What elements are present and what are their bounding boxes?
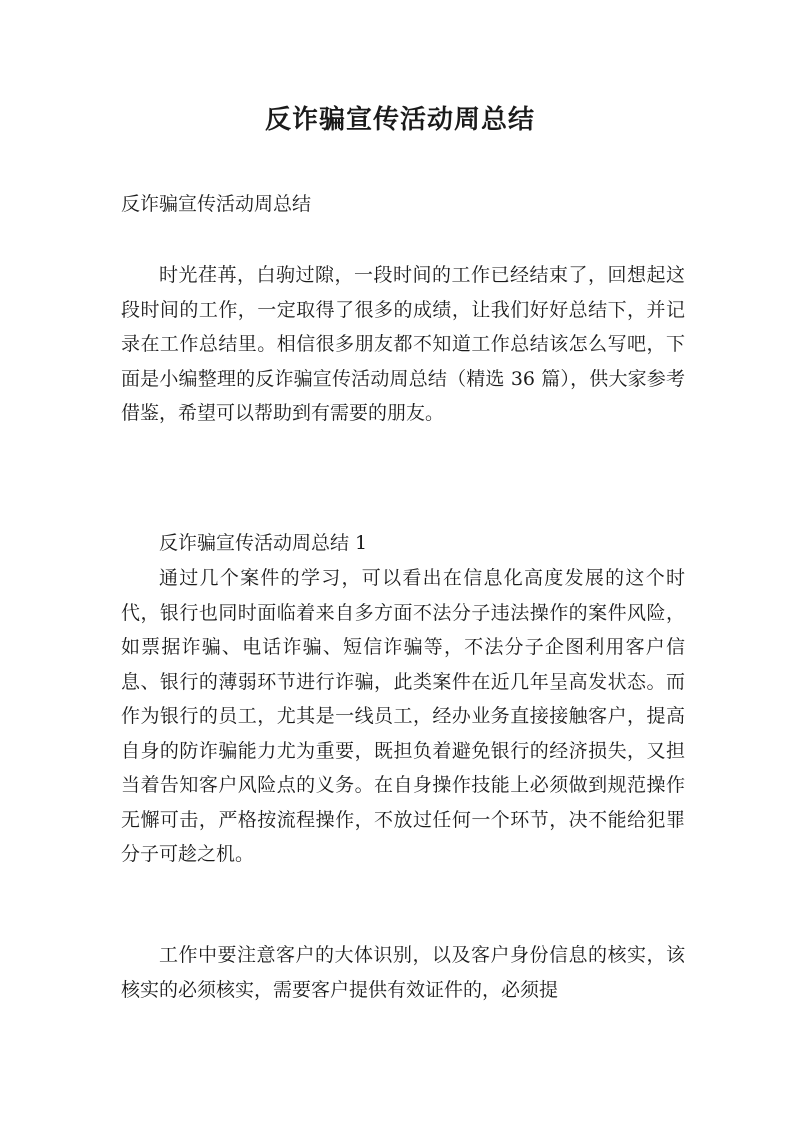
section-heading: 反诈骗宣传活动周总结 1: [159, 532, 368, 554]
document-title: 反诈骗宣传活动周总结: [264, 105, 535, 135]
intro-paragraph: 时光荏苒，白驹过隙，一段时间的工作已经结束了，回想起这段时间的工作，一定取得了很多的成绩，让我们好好总结下，并记录在工作总结里。相信很多朋友都不知道工作总结该怎么写吧，下面是小编整理的反诈骗宣传活动周总结（精选 36 篇），供大家参考借鉴，希望可以帮助到有需要的朋友。: [121, 264, 685, 424]
body-paragraph: 工作中要注意客户的大体识别，以及客户身份信息的核实，该核实的必须核实，需要客户提供有效证件的，必须提: [121, 944, 685, 1001]
body-paragraph: 通过几个案件的学习，可以看出在信息化高度发展的这个时代，银行也同时面临着来自多方面不法分子违法操作的案件风险，如票据诈骗、电话诈骗、短信诈骗等，不法分子企图利用客户信息、银行的薄弱环节进行诈骗，此类案件在近几年呈高发状态。而作为银行的员工，尤其是一线员工，经办业务直接接触客户，提高自身的防诈骗能力尤为重要，既担负着避免银行的经济损失，又担当着告知客户风险点的义务。在自身操作技能上必须做到规范操作无懈可击，严格按流程操作，不放过任何一个环节，决不能给犯罪分子可趁之机。: [121, 567, 685, 865]
document-subtitle: 反诈骗宣传活动周总结: [121, 193, 312, 215]
